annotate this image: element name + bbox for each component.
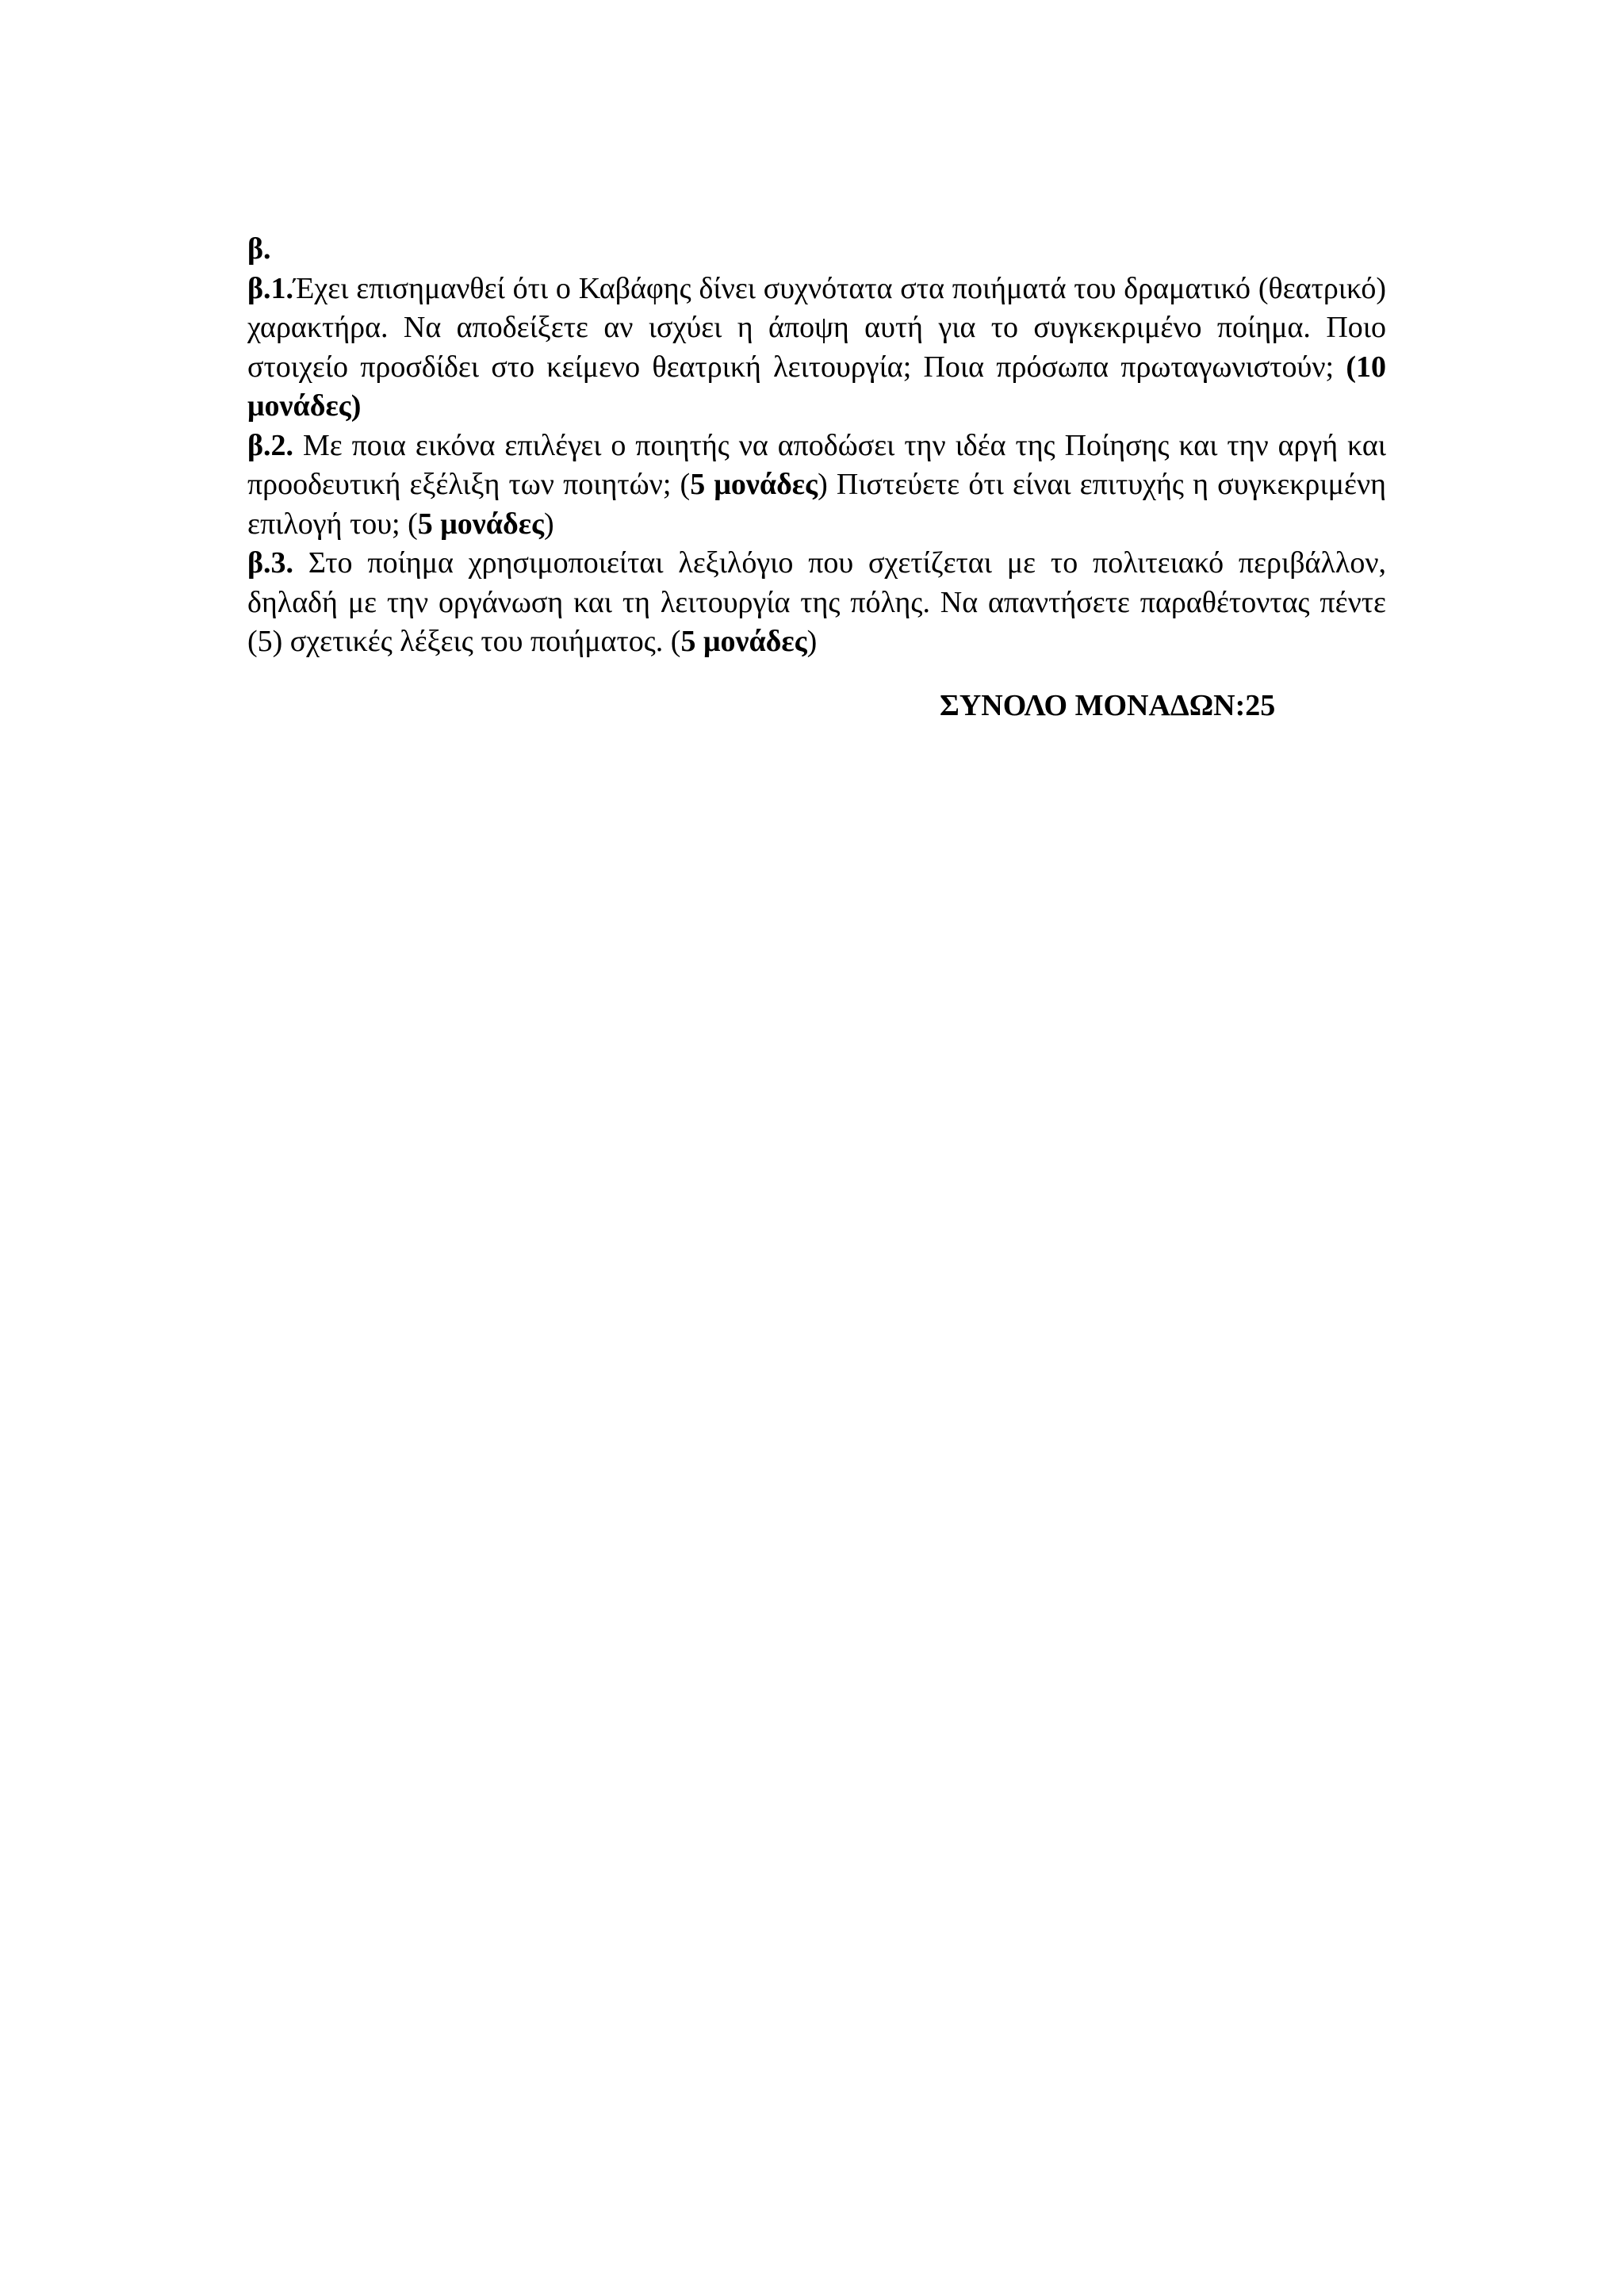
question-points: 5 μονάδες [690,468,818,501]
question-text: ) Πιστεύετε ότι είναι επιτυχής η συγκεκριμένη επιλογή του; ( [247,468,1387,541]
question-b2 [247,427,1386,545]
question-points: (10 μονάδες) [247,350,1386,423]
question-label: β.3. [247,546,294,580]
question-text: Έχει επισημανθεί ότι ο Καβάφης δίνει συχνότατα στα ποιήματά του δραματικό (θεατρικό) χαρακτήρα. Να αποδείξετε αν ισχύει η άποψη αυτή για το συγκεκριμένο ποίημα. Ποιο στοιχείο προσδίδει στο κείμενο θεατρική λειτουργία; Ποια πρόσωπα πρωταγωνιστούν; [247,271,1386,384]
section-heading: β. [247,232,271,266]
question-points: 5 μονάδες [417,507,544,541]
questions-block [247,230,1386,662]
question-text: ) [806,625,818,658]
question-text: Στο ποίημα χρησιμοποιείται λεξιλόγιο που σχετίζεται με το πολιτειακό περιβάλλον, δηλαδή με την οργάνωση και τη λειτουργία της πόλης. Να απαντήσετε παραθέτοντας πέντε (5) σχετικές λέξεις του ποιήματος. ( [247,546,1386,658]
question-points: 5 μονάδες [680,625,807,658]
question-b1 [247,270,1386,427]
question-label: β.2. [247,428,294,462]
question-b3 [247,544,1386,662]
question-text: Με ποια εικόνα επιλέγει ο ποιητής να αποδώσει την ιδέα της Ποίησης και την αργή και προοδευτική εξέλιξη των ποιητών; ( [247,428,1386,501]
question-text: ) [543,507,554,541]
total-points: ΣΥΝΟΛΟ ΜΟΝΑΔΩΝ:25 [940,689,1276,722]
question-label: β.1. [247,271,294,305]
